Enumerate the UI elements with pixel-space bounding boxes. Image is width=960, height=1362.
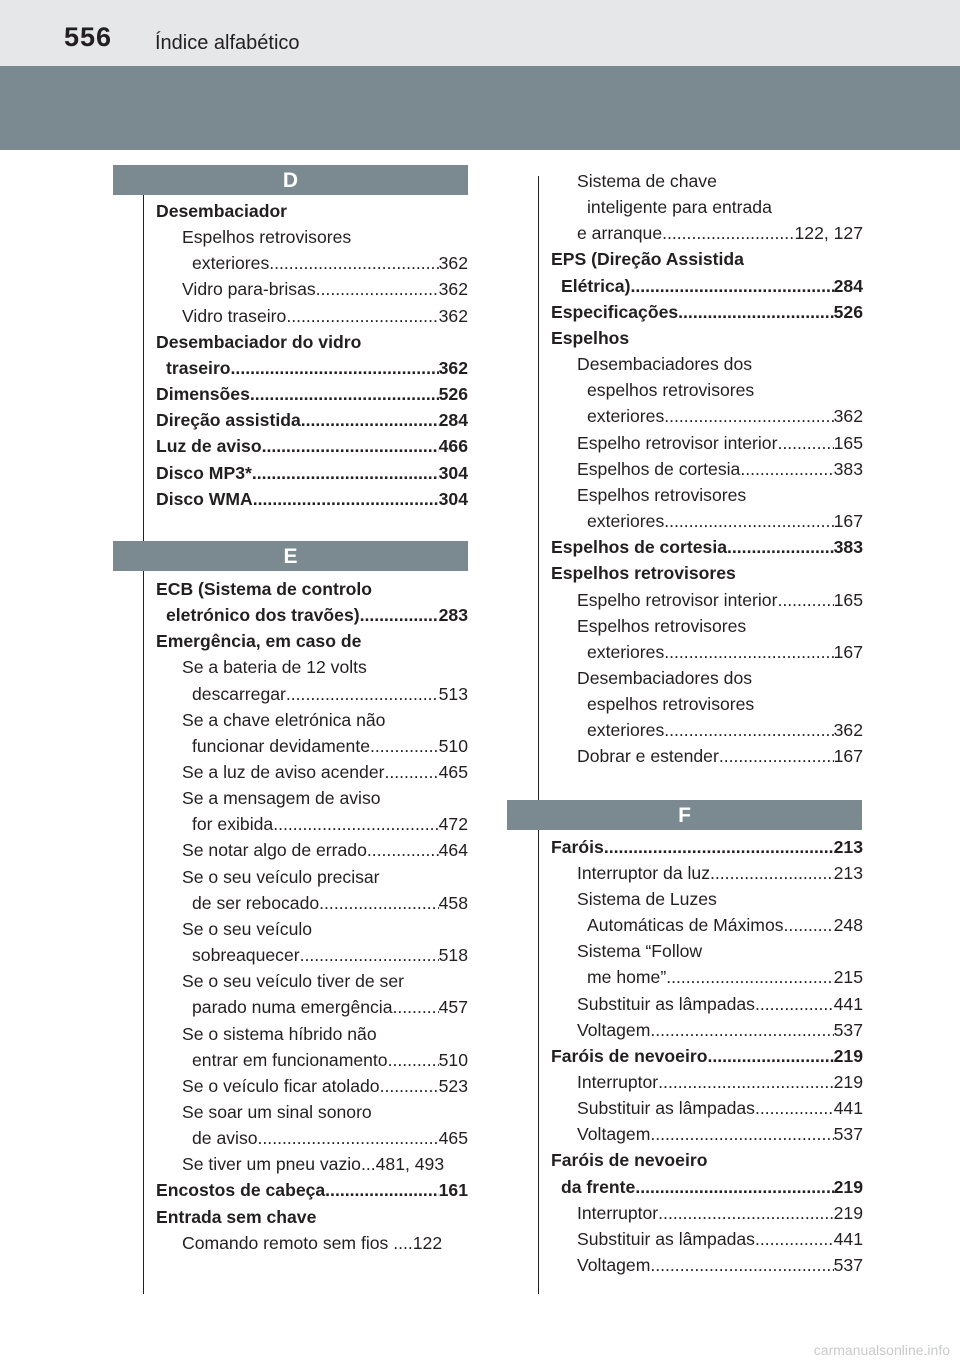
index-entry xyxy=(551,860,863,886)
index-entry xyxy=(551,534,863,560)
dot-leader xyxy=(755,1095,834,1121)
entry-label: Espelhos de cortesia xyxy=(551,537,728,558)
entry-label: eletrónico dos travões) xyxy=(166,605,360,626)
entry-page-number: 167 xyxy=(833,511,863,532)
entry-page-number: 122, 127 xyxy=(794,223,863,244)
entry-label: Sistema de Luzes xyxy=(577,888,717,909)
dot-leader xyxy=(755,1226,834,1252)
entry-label: exteriores xyxy=(587,720,665,741)
dot-leader xyxy=(662,220,794,246)
entry-label: Dimensões xyxy=(156,384,250,405)
dot-leader xyxy=(269,250,438,276)
index-entry xyxy=(156,1099,468,1125)
entry-label: Desembaciador do vidro xyxy=(156,331,362,352)
letter-bar-d: D xyxy=(113,165,468,195)
section-gap xyxy=(551,770,863,834)
entry-page-number: 464 xyxy=(438,840,468,861)
entry-page-number: 510 xyxy=(438,1049,468,1070)
index-entry xyxy=(156,942,468,968)
entry-label: Luz de aviso xyxy=(156,436,262,457)
dot-leader xyxy=(380,1073,439,1099)
entry-page-number: 362 xyxy=(833,720,863,741)
entry-label: Se soar um sinal sonoro xyxy=(182,1102,372,1122)
entry-label: espelhos retrovisores xyxy=(587,380,755,401)
dot-leader xyxy=(664,508,833,534)
dot-leader xyxy=(678,299,833,325)
entry-label: for exibida xyxy=(192,814,274,835)
entry-page-number: 362 xyxy=(438,305,468,326)
entry-label: exteriores xyxy=(587,406,665,427)
index-entry xyxy=(156,916,468,942)
entry-label: Se a chave eletrónica não xyxy=(182,709,386,730)
dot-leader xyxy=(273,811,438,837)
index-entry xyxy=(156,968,468,994)
index-entry xyxy=(156,1230,468,1256)
entry-label: Faróis de nevoeiro xyxy=(551,1150,708,1171)
index-entry xyxy=(156,602,468,628)
entry-label: Espelho retrovisor interior xyxy=(577,589,778,610)
entry-label: Se a mensagem de aviso xyxy=(182,788,381,809)
entry-label: Espelho retrovisor interior xyxy=(577,432,778,453)
entry-label: Disco WMA xyxy=(156,488,253,509)
page-header xyxy=(0,0,960,66)
dot-leader xyxy=(784,912,834,938)
dot-leader xyxy=(650,1017,833,1043)
index-entry xyxy=(156,1204,468,1230)
index-entry xyxy=(551,482,863,508)
index-entry xyxy=(551,912,863,938)
entry-label: Se o veículo ficar atolado xyxy=(182,1075,380,1096)
index-entry xyxy=(156,1125,468,1151)
entry-label: Voltagem xyxy=(577,1124,651,1145)
letter-bar-e: E xyxy=(113,541,468,571)
dot-leader xyxy=(393,994,439,1020)
dot-leader xyxy=(658,1200,833,1226)
dot-leader xyxy=(231,355,439,381)
entry-label: Se o seu veículo tiver de ser xyxy=(182,971,404,992)
left-index-column xyxy=(156,198,468,1256)
entry-label: Faróis xyxy=(551,836,604,857)
entry-label: Se notar algo de errado xyxy=(182,840,367,861)
index-entry xyxy=(156,355,468,381)
entry-label: e arranque xyxy=(577,223,663,244)
entry-label: inteligente para entrada xyxy=(587,197,772,218)
index-entry xyxy=(156,460,468,486)
entry-page-number: 219 xyxy=(833,1176,863,1197)
entry-label: funcionar devidamente xyxy=(192,735,371,756)
dot-leader xyxy=(316,276,439,302)
index-entry xyxy=(551,1147,863,1173)
entry-page-number: 383 xyxy=(833,458,863,479)
index-entry xyxy=(551,691,863,717)
entry-page-number: 526 xyxy=(438,384,468,405)
entry-page-number: 526 xyxy=(833,301,863,322)
index-entry xyxy=(156,276,468,302)
index-entry xyxy=(551,168,863,194)
entry-label: descarregar xyxy=(192,683,286,704)
entry-label: de aviso xyxy=(192,1128,258,1149)
left-column-rule xyxy=(143,194,144,1294)
entry-label: Entrada sem chave xyxy=(156,1206,317,1227)
entry-label: Direção assistida xyxy=(156,410,301,431)
entry-label: Se a luz de aviso acender xyxy=(182,761,385,782)
index-entry xyxy=(551,351,863,377)
index-entry xyxy=(156,1073,468,1099)
entry-page-number: 284 xyxy=(833,275,863,296)
index-entry xyxy=(551,403,863,429)
entry-label: ECB (Sistema de controlo xyxy=(156,578,373,599)
entry-label: Espelhos xyxy=(551,327,630,348)
entry-label: sobreaquecer xyxy=(192,945,300,966)
index-entry xyxy=(156,994,468,1020)
entry-label: de ser rebocado... xyxy=(192,892,334,913)
dot-leader xyxy=(370,733,439,759)
index-entry xyxy=(551,377,863,403)
dot-leader xyxy=(630,273,833,299)
dot-leader xyxy=(658,1069,833,1095)
index-entry xyxy=(551,1095,863,1121)
entry-label: Comando remoto sem fios ....122 xyxy=(182,1232,443,1253)
index-entry xyxy=(551,456,863,482)
entry-page-number: 518 xyxy=(438,945,468,966)
dot-leader xyxy=(334,890,439,916)
entry-label: Se a bateria de 12 volts xyxy=(182,657,367,678)
index-entry xyxy=(551,430,863,456)
entry-page-number: 304 xyxy=(438,488,468,509)
entry-label: Espelhos retrovisores xyxy=(551,563,736,584)
index-entry xyxy=(551,991,863,1017)
entry-label: me home” xyxy=(587,967,667,988)
entry-label: Sistema “Follow xyxy=(577,941,703,962)
index-entry xyxy=(551,613,863,639)
index-entry xyxy=(551,639,863,665)
section-gap xyxy=(156,512,468,576)
index-entry xyxy=(551,834,863,860)
index-entry xyxy=(156,1177,468,1203)
entry-label: Automáticas de Máximos xyxy=(587,915,784,936)
index-entry xyxy=(156,890,468,916)
entry-label: Interruptor da luz xyxy=(577,862,711,883)
index-entry xyxy=(156,250,468,276)
footer-strip xyxy=(0,1340,960,1362)
index-entry xyxy=(156,486,468,512)
dot-leader xyxy=(710,860,834,886)
dot-leader xyxy=(777,587,833,613)
entry-page-number: 510 xyxy=(438,735,468,756)
index-entry xyxy=(156,707,468,733)
entry-page-number: 213 xyxy=(833,862,863,883)
index-entry xyxy=(551,273,863,299)
index-entry xyxy=(156,198,468,224)
dot-leader xyxy=(253,486,439,512)
dot-leader xyxy=(300,942,439,968)
dot-leader xyxy=(650,1121,833,1147)
entry-label: Especificações xyxy=(551,301,679,322)
entry-label: traseiro xyxy=(166,357,231,378)
dot-leader xyxy=(384,759,438,785)
entry-label: Se o sistema híbrido não xyxy=(182,1023,377,1044)
entry-label: Voltagem xyxy=(577,1019,651,1040)
dot-leader xyxy=(635,1174,833,1200)
dot-leader xyxy=(719,743,834,769)
index-entry xyxy=(156,1151,468,1177)
entry-page-number: 167 xyxy=(833,641,863,662)
entry-label: entrar em funcionamento xyxy=(192,1049,388,1070)
index-entry xyxy=(551,194,863,220)
dot-leader xyxy=(666,964,833,990)
entry-label: Elétrica) xyxy=(561,275,631,296)
entry-label: exteriores xyxy=(192,253,270,274)
entry-label: Espelhos retrovisores xyxy=(182,227,352,248)
entry-label: Espelhos retrovisores xyxy=(577,615,747,636)
dot-leader xyxy=(727,534,834,560)
index-entry xyxy=(551,1200,863,1226)
dot-leader xyxy=(262,433,439,459)
entry-label: Desembaciadores dos xyxy=(577,354,753,375)
index-entry xyxy=(551,1252,863,1278)
index-entry xyxy=(551,964,863,990)
entry-page-number: 167 xyxy=(833,746,863,767)
index-entry xyxy=(156,303,468,329)
entry-label: Encostos de cabeça xyxy=(156,1180,326,1201)
letter-bar-f: F xyxy=(507,800,862,830)
dot-leader xyxy=(664,403,833,429)
entry-page-number: 457 xyxy=(438,997,468,1018)
index-entry xyxy=(156,1021,468,1047)
index-entry xyxy=(156,837,468,863)
index-entry xyxy=(156,864,468,890)
index-entry xyxy=(156,576,468,602)
index-entry xyxy=(156,681,468,707)
index-entry xyxy=(156,759,468,785)
dot-leader xyxy=(325,1177,438,1203)
header-band xyxy=(0,66,960,150)
dot-leader xyxy=(301,407,439,433)
entry-page-number: 165 xyxy=(833,589,863,610)
entry-page-number: 219 xyxy=(833,1072,863,1092)
entry-page-number: 523 xyxy=(438,1075,468,1096)
entry-page-number: 472 xyxy=(438,814,468,835)
index-entry xyxy=(551,299,863,325)
entry-page-number: 537 xyxy=(833,1019,863,1040)
index-entry xyxy=(551,1226,863,1252)
entry-page-number: 219 xyxy=(833,1202,863,1223)
entry-page-number: 466 xyxy=(438,436,468,457)
entry-page-number: 362 xyxy=(438,279,468,300)
index-entry xyxy=(551,938,863,964)
index-entry xyxy=(156,433,468,459)
index-entry xyxy=(551,246,863,272)
dot-leader xyxy=(755,991,834,1017)
section-title: Índice alfabético xyxy=(155,32,300,54)
entry-page-number: 362 xyxy=(438,253,468,274)
index-entry xyxy=(551,508,863,534)
entry-page-number: 441 xyxy=(833,993,863,1014)
entry-page-number: 458 xyxy=(438,892,468,913)
dot-leader xyxy=(664,717,833,743)
entry-label: Vidro para-brisas xyxy=(182,279,316,300)
entry-label: Sistema de chave xyxy=(577,171,717,191)
entry-label: exteriores xyxy=(587,511,665,532)
entry-label: Desembaciador xyxy=(156,201,288,221)
entry-label: Substituir as lâmpadas xyxy=(577,1098,755,1119)
index-entry xyxy=(156,1047,468,1073)
dot-leader xyxy=(664,639,833,665)
entry-label: EPS (Direção Assistida xyxy=(551,249,744,270)
entry-page-number: 213 xyxy=(833,836,863,857)
entry-page-number: 215 xyxy=(833,967,863,988)
dot-leader xyxy=(258,1125,439,1151)
dot-leader xyxy=(650,1252,833,1278)
entry-page-number: 537 xyxy=(833,1124,863,1145)
entry-page-number: 441 xyxy=(833,1098,863,1119)
entry-label: Desembaciadores dos xyxy=(577,667,753,688)
entry-label: da frente xyxy=(561,1176,636,1197)
entry-page-number: 537 xyxy=(833,1255,863,1276)
index-entry xyxy=(156,733,468,759)
dot-leader xyxy=(252,460,439,486)
dot-leader xyxy=(707,1043,833,1069)
entry-label: Se o seu veículo xyxy=(182,918,313,939)
dot-leader xyxy=(250,381,439,407)
index-entry xyxy=(551,560,863,586)
entry-label: Faróis de nevoeiro xyxy=(551,1045,708,1066)
entry-label: Interruptor xyxy=(577,1202,659,1223)
entry-label: Vidro traseiro xyxy=(182,305,287,326)
index-entry xyxy=(551,325,863,351)
index-entry xyxy=(551,1121,863,1147)
entry-page-number: 441 xyxy=(833,1228,863,1249)
index-entry xyxy=(551,1043,863,1069)
entry-label: Substituir as lâmpadas xyxy=(577,1228,755,1249)
entry-page-number: 465 xyxy=(438,761,468,782)
index-entry xyxy=(156,224,468,250)
dot-leader xyxy=(777,430,833,456)
entry-label: Voltagem xyxy=(577,1255,651,1276)
index-entry xyxy=(551,220,863,246)
entry-page-number: 248 xyxy=(833,915,863,936)
entry-page-number: 513 xyxy=(438,683,468,704)
dot-leader xyxy=(286,303,438,329)
entry-label: Espelhos retrovisores xyxy=(577,484,747,505)
index-entry xyxy=(551,665,863,691)
index-entry xyxy=(551,886,863,912)
entry-label: espelhos retrovisores xyxy=(587,694,755,715)
index-entry xyxy=(156,811,468,837)
dot-leader xyxy=(388,1047,439,1073)
entry-page-number: 165 xyxy=(833,432,863,453)
entry-page-number: 284 xyxy=(438,410,468,431)
entry-label: Disco MP3* xyxy=(156,462,252,483)
right-index-column xyxy=(551,168,863,1278)
entry-label: exteriores xyxy=(587,641,665,662)
entry-label: Se tiver um pneu vazio...481, 493 xyxy=(182,1154,445,1175)
dot-leader xyxy=(360,602,439,628)
entry-label: Substituir as lâmpadas xyxy=(577,993,755,1014)
index-entry xyxy=(551,743,863,769)
index-entry xyxy=(551,717,863,743)
index-entry xyxy=(156,407,468,433)
index-entry xyxy=(551,1174,863,1200)
entry-page-number: 304 xyxy=(438,462,468,483)
index-entry xyxy=(156,628,468,654)
entry-page-number: 362 xyxy=(438,357,468,378)
entry-label: Espelhos de cortesia xyxy=(577,458,741,479)
index-entry xyxy=(156,654,468,680)
dot-leader xyxy=(740,456,833,482)
page-number: 556 xyxy=(64,22,113,52)
dot-leader xyxy=(604,834,834,860)
entry-page-number: 362 xyxy=(833,406,863,427)
entry-label: Se o seu veículo precisar xyxy=(182,866,380,887)
index-entry xyxy=(551,1017,863,1043)
index-entry xyxy=(551,587,863,613)
index-entry xyxy=(156,329,468,355)
entry-page-number: 219 xyxy=(833,1045,863,1066)
index-entry xyxy=(551,1069,863,1095)
entry-label: Dobrar e estender xyxy=(577,746,719,767)
entry-label: Emergência, em caso de xyxy=(156,631,362,652)
entry-page-number: 161 xyxy=(438,1180,468,1201)
index-entry xyxy=(156,785,468,811)
entry-page-number: 383 xyxy=(833,537,863,558)
index-entry xyxy=(156,381,468,407)
dot-leader xyxy=(367,837,439,863)
entry-page-number: 283 xyxy=(438,605,468,626)
entry-label: Interruptor xyxy=(577,1072,659,1092)
right-column-rule xyxy=(538,176,539,1294)
watermark: carmanualsonline.info xyxy=(813,1342,950,1358)
dot-leader xyxy=(286,681,439,707)
entry-label: parado numa emergência xyxy=(192,997,393,1018)
entry-page-number: 465 xyxy=(438,1128,468,1149)
